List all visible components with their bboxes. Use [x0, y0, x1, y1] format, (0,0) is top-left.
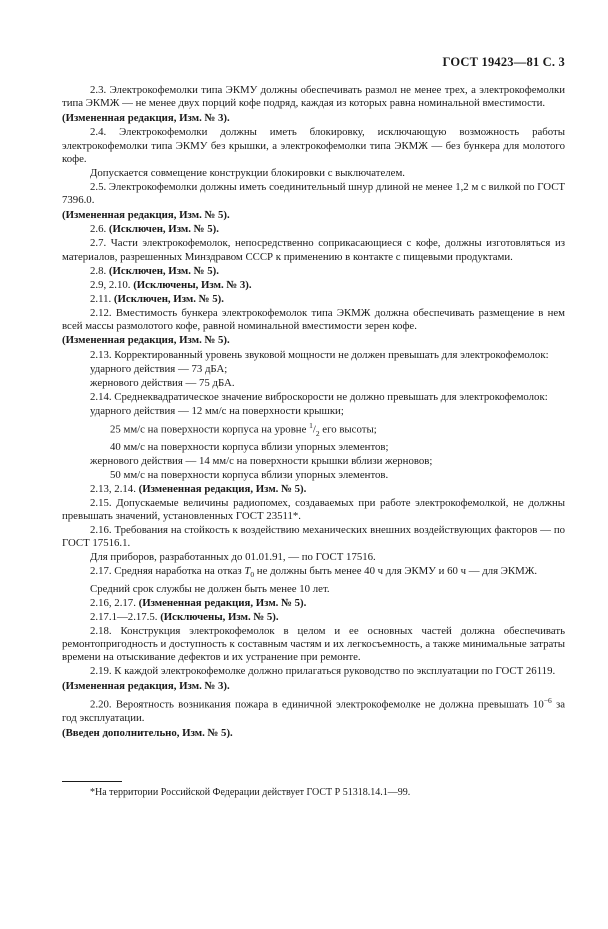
- amendment-note: (Измененная редакция, Изм. № 3).: [62, 679, 230, 692]
- clause-number: 2.9, 2.10.: [90, 278, 134, 291]
- amendment-note-inline: (Исключен, Изм. № 5).: [113, 292, 224, 305]
- text-fragment: за год эксплуатации.: [62, 698, 565, 725]
- math-symbol: T: [244, 565, 251, 578]
- amendment-note: (Введен дополнительно, Изм. № 5).: [62, 726, 233, 739]
- text-fragment: 25 мм/с на поверхности корпуса на уровне: [110, 423, 310, 436]
- clause-2-17-note: Средний срок службы не должен быть менее 10 лет.: [90, 582, 330, 595]
- clause-number: 2.11.: [90, 292, 114, 305]
- clause-2-16: 2.16. Требования на стойкость к воздействию механических внешних воздействующих факторов — по ГОСТ 17516.1.: [62, 524, 565, 550]
- clause-2-13: 2.13. Корректированный уровень звуковой мощности не должен превышать для электрокофемолок:: [90, 348, 549, 361]
- text-fragment: 2.17. Средняя наработка на отказ: [90, 565, 245, 578]
- document-body: [62, 84, 565, 741]
- amendment-note: (Измененная редакция, Изм. № 3).: [62, 111, 230, 124]
- clause-2-18: 2.18. Конструкция электрокофемолок в целом и ее основных частей должна обеспечивать ремонтопригодность и доступность к составным частям и их легкосъемность, а также минимальные затраты времени на отыскивание дефектов и их устранение при ремонте.: [62, 624, 565, 664]
- text-fragment: 2.20. Вероятность возникания пожара в единичной электрокофемолке не должна превышать 10: [90, 698, 544, 711]
- page-header: ГОСТ 19423—81 С. 3: [442, 55, 565, 69]
- clause-2-12: 2.12. Вместимость бункера электрокофемолок типа ЭКМЖ должна обеспечивать размещение в нем всей массы размолотого кофе, равной номинальной вместимости зерен кофе.: [62, 306, 565, 333]
- text-fragment: не должны быть менее 40 ч для ЭКМУ и 60 ч — для ЭКМЖ.: [254, 565, 538, 578]
- clause-2-16-note: Для приборов, разработанных до 01.01.91, — по ГОСТ 17516.: [90, 551, 376, 564]
- clause-2-11: [62, 293, 565, 306]
- amendment-note-inline: (Исключены, Изм. № 5).: [160, 610, 279, 623]
- clause-2-14-millstone-supports: 50 мм/с на поверхности корпуса вблизи упорных элементов.: [110, 468, 389, 481]
- clause-2-5: 2.5. Электрокофемолки должны иметь соединительный шнур длиной не менее 1,2 м с вилкой по ГОСТ 7396.0.: [62, 181, 565, 207]
- clause-2-14-impact-supports: 40 мм/с на поверхности корпуса вблизи упорных элементов;: [110, 440, 389, 453]
- clause-2-13-millstone: жернового действия — 75 дБА.: [90, 376, 235, 389]
- clause-2-19: 2.19. К каждой электрокофемолке должно прилагаться руководство по эксплуатации по ГОСТ 26119.: [90, 665, 556, 678]
- footnote-divider: [62, 781, 122, 782]
- clause-2-4-note: Допускается совмещение конструкции блокировки с выключателем.: [90, 167, 405, 180]
- amendment-note: (Измененная редакция, Изм. № 5).: [62, 208, 230, 221]
- clause-2-20: [62, 694, 565, 725]
- footnote: *На территории Российской Федерации действует ГОСТ Р 51318.14.1—99.: [90, 787, 411, 798]
- clause-2-9-2-10: [62, 279, 565, 292]
- amendment-note-inline: (Измененная редакция, Изм. № 5).: [138, 482, 307, 495]
- fraction-slash: /: [312, 423, 316, 436]
- clause-2-13-impact: ударного действия — 73 дБА;: [90, 362, 228, 375]
- clause-number: 2.6.: [90, 223, 109, 236]
- clause-2-17-1-2-17-5: [62, 611, 565, 624]
- clause-2-14-impact: ударного действия — 12 мм/с на поверхности крышки;: [90, 404, 344, 417]
- text-fragment: его высоты;: [319, 423, 377, 436]
- subscript: 0: [250, 570, 255, 580]
- amendment-note-inline: (Исключен, Изм. № 5).: [108, 264, 219, 277]
- clause-2-14: 2.14. Среднеквадратическое значение виброскорости не должно превышать для электрокофемолок:: [90, 390, 548, 403]
- clause-2-17: [62, 565, 565, 582]
- amendment-note: (Измененная редакция, Изм. № 5).: [62, 334, 230, 347]
- clause-number: 2.8.: [90, 264, 109, 277]
- clause-number: 2.17.1—2.17.5.: [90, 610, 161, 623]
- clause-2-4: 2.4. Электрокофемолки должны иметь блокировку, исключающую возможность работы электрокофемолки типа ЭКМУ без крышки, а электрокофемолки типа ЭКМЖ — без бункера для молотого кофе.: [62, 126, 565, 166]
- amendment-note-2-16-2-17: [62, 597, 565, 610]
- clause-number: 2.16, 2.17.: [90, 596, 139, 609]
- clause-2-15: 2.15. Допускаемые величины радиопомех, создаваемых при работе электрокофемолкой, не должны превышать значений, установленных ГОСТ 23511*.: [62, 496, 565, 523]
- clause-2-8: [62, 265, 565, 278]
- clause-2-7: 2.7. Части электрокофемолок, непосредственно соприкасающиеся с кофе, должны изготовляться из материалов, разрешенных Минздравом СССР к применению в контакте с пищевыми продуктами.: [62, 237, 565, 263]
- amendment-note-inline: (Исключен, Изм. № 5).: [108, 223, 219, 236]
- clause-2-3: 2.3. Электрокофемолки типа ЭКМУ должны обеспечивать размол не менее трех, а электрокофемолки типа ЭКМЖ — не менее двух порций кофе подряд, каждая из которых равна номинальной вместимости.: [62, 84, 565, 110]
- amendment-note-inline: (Исключены, Изм. № 3).: [133, 278, 252, 291]
- amendment-note-inline: (Измененная редакция, Изм. № 5).: [138, 596, 307, 609]
- clause-number: 2.13, 2.14.: [90, 482, 139, 495]
- exponent: −6: [543, 696, 552, 706]
- clause-2-14-impact-body: [62, 419, 565, 440]
- clause-2-6: [62, 223, 565, 236]
- clause-2-14-millstone: жернового действия — 14 мм/с на поверхности крышки вблизи жерновов;: [90, 454, 433, 467]
- amendment-note-2-13-2-14: [62, 483, 565, 496]
- fraction-numerator: 1: [309, 420, 313, 430]
- fraction-denominator: 2: [315, 428, 320, 438]
